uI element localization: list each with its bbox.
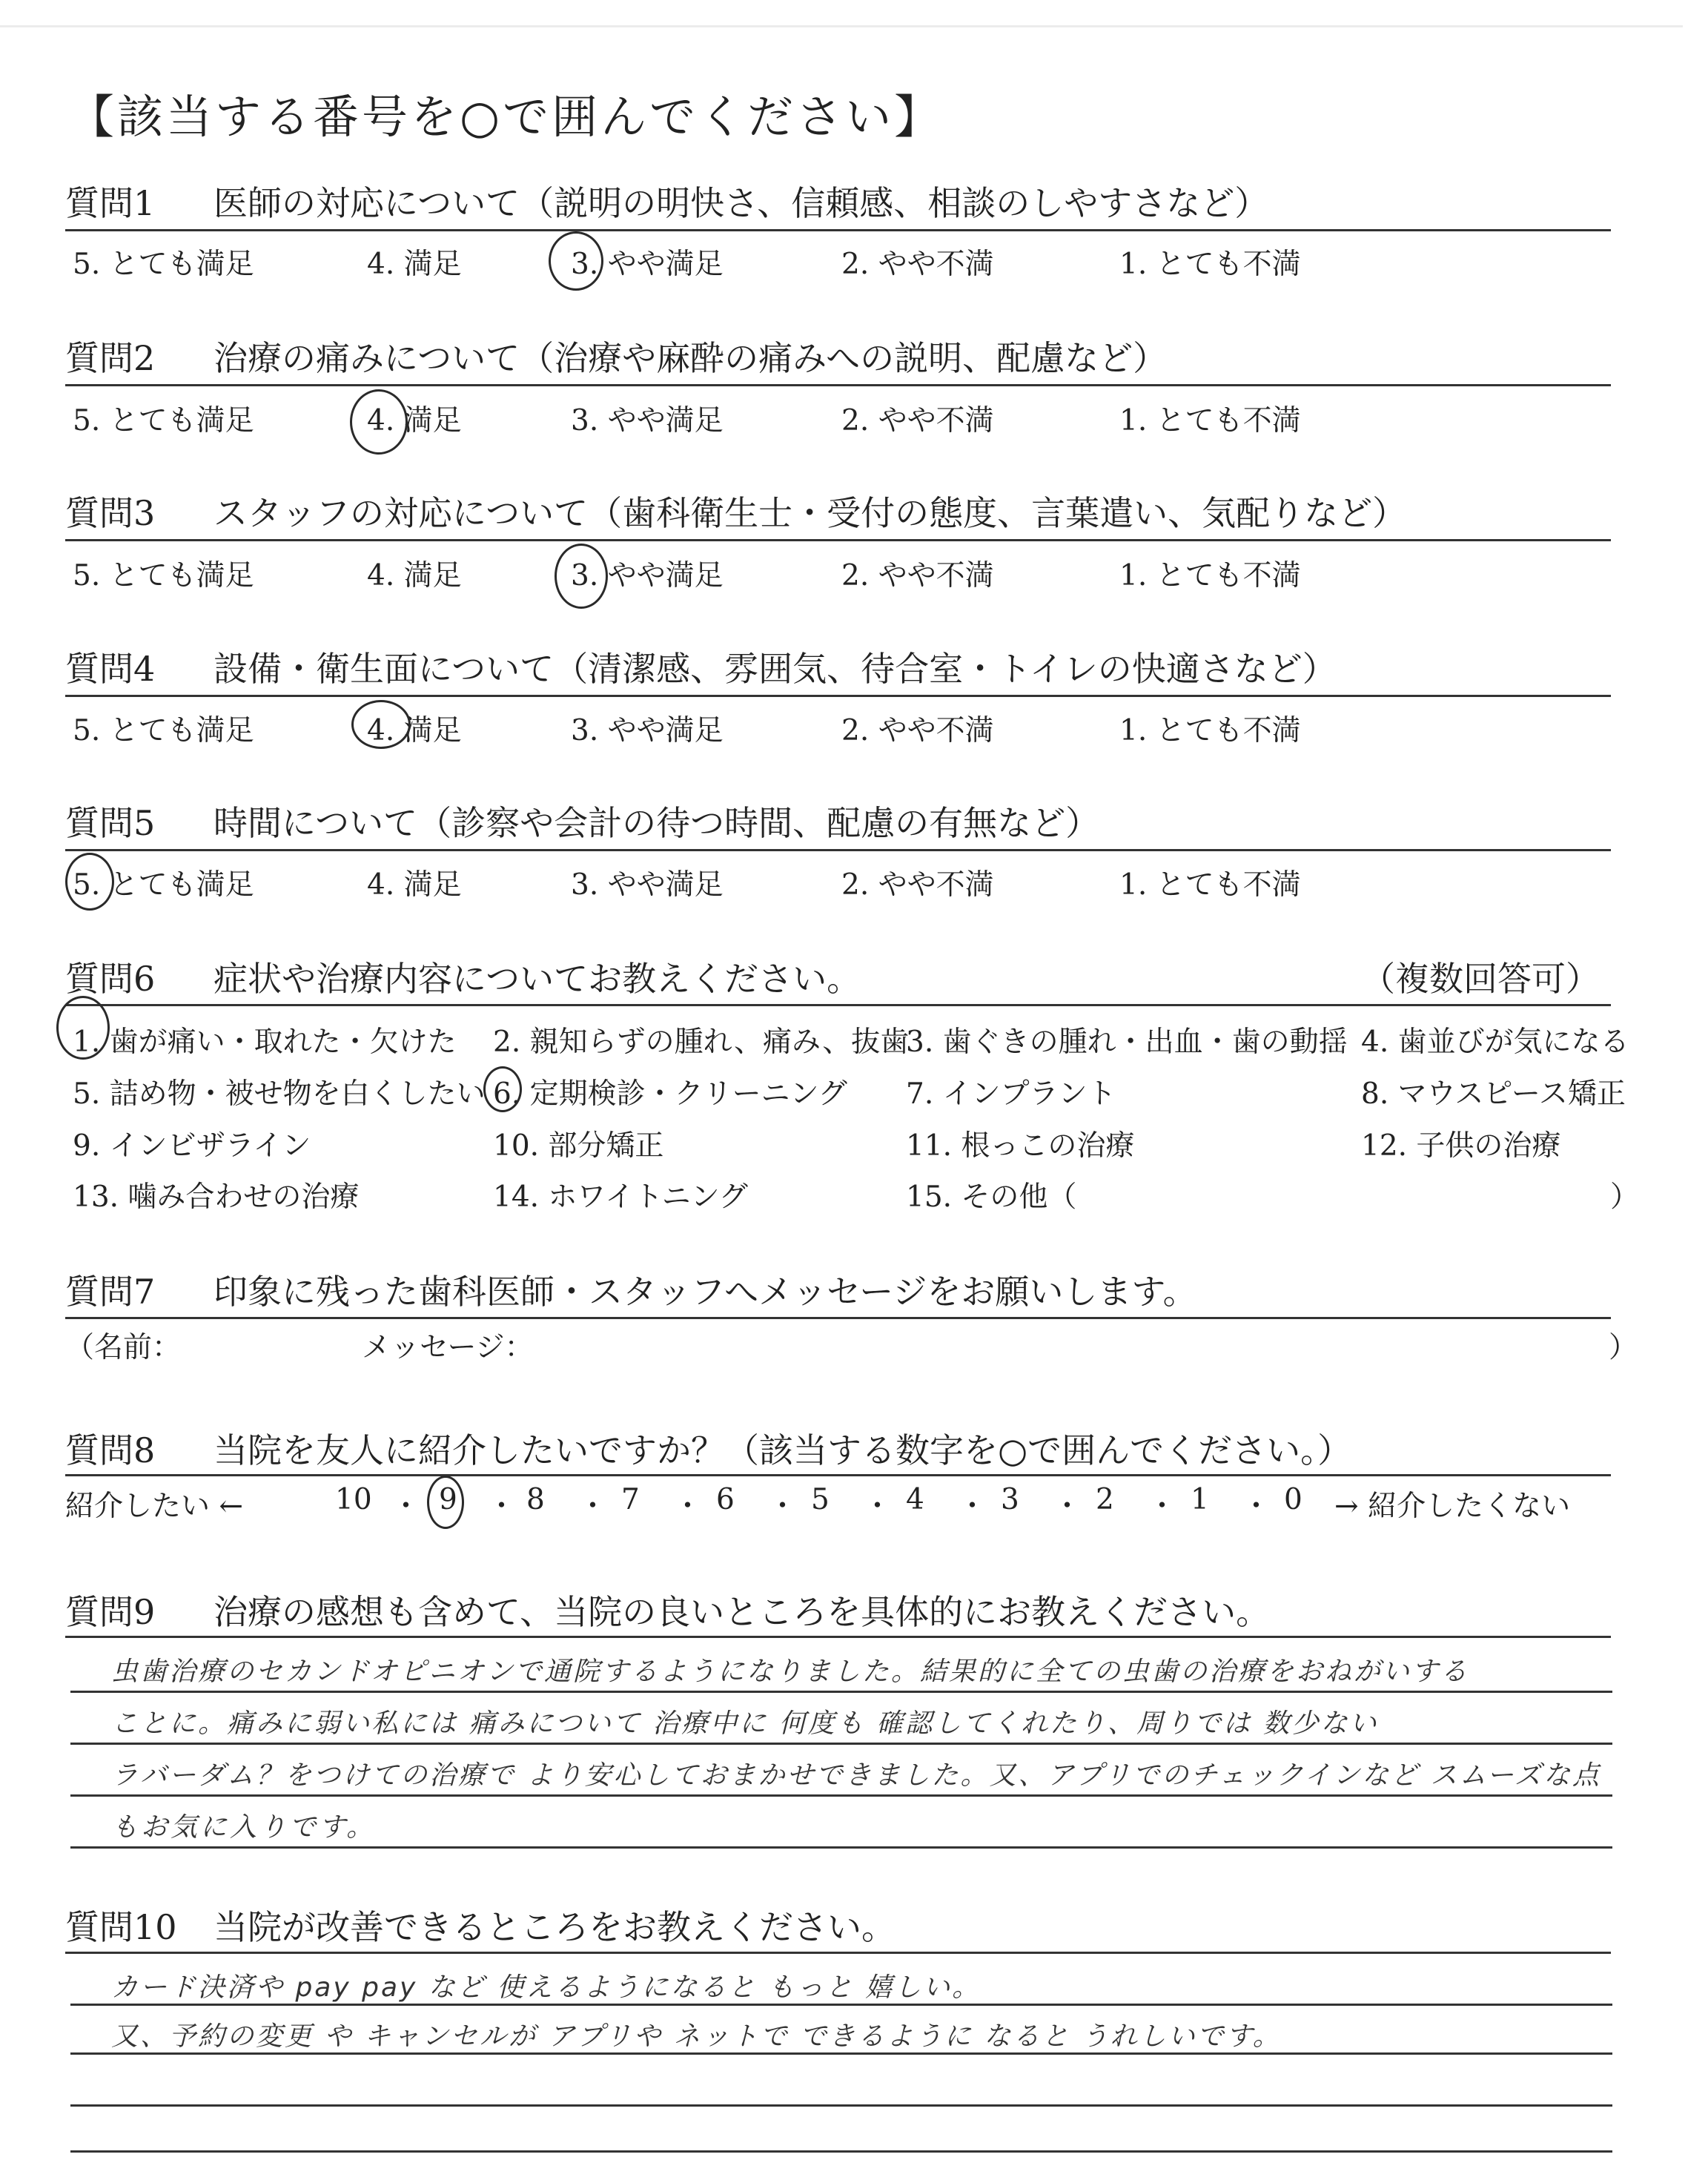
q9-answer-line-3: ラバーダム？をつけての治療で より安心しておまかせできました。又、アプリでのチェックインなど スムーズな点 [111,1760,1601,1791]
question-7-text: 印象に残った歯科医師・スタッフへメッセージをお願いします。 [214,1272,1197,1312]
q3-option-2[interactable]: 2. やや不満 [841,559,994,592]
q4-option-3[interactable]: 3. やや満足 [571,714,724,747]
question-5-number: 質問5 [65,803,156,843]
q2-option-5[interactable]: 5. とても満足 [73,404,254,437]
q6-option-3[interactable]: 3. 歯ぐきの腫れ・出血・歯の動揺 [906,1025,1348,1059]
q6-option-8[interactable]: 8. マウスピース矯正 [1361,1077,1626,1111]
question-2-number: 質問2 [65,338,156,378]
q10-answer-line-1: カード決済や pay pay など 使えるようになると もっと 嬉しい。 [111,1972,982,2003]
scale-separator: ・ [487,1490,517,1523]
message-label: メッセージ： [362,1331,534,1364]
scale-number-2[interactable]: 2 [1096,1483,1114,1516]
q6-option-7[interactable]: 7. インプラント [906,1077,1116,1111]
scale-number-1[interactable]: 1 [1191,1483,1209,1516]
multiple-answers-note: （複数回答可） [1361,959,1600,999]
name-label: （名前： [65,1331,182,1364]
recommend-right-label: → 紹介したくない [1334,1490,1571,1523]
q1-selected-circle [549,231,603,291]
q3-option-4[interactable]: 4. 満足 [367,559,462,592]
q6-option-4[interactable]: 4. 歯並びが気になる [1361,1025,1629,1059]
question-1-label [65,176,1268,225]
q5-option-4[interactable]: 4. 満足 [367,868,462,902]
q4-option-2[interactable]: 2. やや不満 [841,714,994,747]
question-3-underline [65,539,1611,541]
q2-option-2[interactable]: 2. やや不満 [841,404,994,437]
question-2-text: 治療の痛みについて（治療や麻酔の痛みへの説明、配慮など） [214,338,1168,378]
q10-writing-line-2 [70,2052,1612,2055]
question-8-text: 当院を友人に紹介したいですか？（該当する数字を○で囲んでください。） [214,1430,1352,1470]
question-4-underline [65,695,1611,697]
question-6-number: 質問6 [65,959,156,999]
q4-option-4[interactable]: 4. 満足 [367,714,462,747]
q4-option-5[interactable]: 5. とても満足 [73,714,254,747]
q10-answer-line-2: 又、予約の変更 や キャンセルが アプリや ネットで できるように なると うれしいです。 [111,2021,1282,2052]
q3-selected-circle [555,544,608,609]
scale-number-8[interactable]: 8 [526,1483,545,1516]
question-6-text: 症状や治療内容についてお教えください。 [214,959,861,999]
q6-option-14[interactable]: 14. ホワイトニング [493,1180,748,1214]
question-8-number: 質問8 [65,1430,156,1470]
q2-option-1[interactable]: 1. とても不満 [1119,404,1301,437]
question-10-number: 質問10 [65,1907,177,1947]
q5-option-2[interactable]: 2. やや不満 [841,868,994,902]
q6-option-13[interactable]: 13. 噛み合わせの治療 [73,1180,360,1214]
scale-separator: ・ [768,1490,798,1523]
question-7-number: 質問7 [65,1272,156,1312]
question-1-underline [65,229,1611,231]
question-3-text: スタッフの対応について（歯科衛生士・受付の態度、言葉遣い、気配りなど） [214,493,1407,533]
question-8-label [65,1424,1351,1473]
page-title: 【該当する番号を○で囲んでください】 [68,90,944,144]
question-7-underline [65,1317,1611,1319]
q4-option-1[interactable]: 1. とても不満 [1119,714,1301,747]
q6-option-2[interactable]: 2. 親知らずの腫れ、痛み、抜歯 [493,1025,910,1059]
recommend-left-label: 紹介したい ← [65,1490,244,1523]
q6-option-5[interactable]: 5. 詰め物・被せ物を白くしたい [73,1077,486,1111]
q1-option-3[interactable]: 3. やや満足 [571,248,724,281]
question-7-label [65,1265,1197,1314]
q6-option-15[interactable]: 15. その他（ [906,1180,1077,1214]
scale-separator: ・ [1148,1490,1177,1523]
scale-separator: ・ [578,1490,608,1523]
question-9-underline [65,1636,1611,1638]
question-4-text: 設備・衛生面について（清潔感、雰囲気、待合室・トイレの快適さなど） [214,649,1337,689]
scale-number-9[interactable]: 9 [439,1483,457,1516]
q5-option-5[interactable]: 5. とても満足 [73,868,254,902]
q6-selected-circle-1 [56,996,110,1060]
question-10-label [65,1900,896,1949]
q10-writing-line-1 [70,2004,1612,2006]
question-5-label [65,796,1099,845]
scale-separator: ・ [1242,1490,1271,1523]
q3-option-3[interactable]: 3. やや満足 [571,559,724,592]
q6-option-12[interactable]: 12. 子供の治療 [1361,1129,1561,1163]
scale-number-10[interactable]: 10 [335,1483,372,1516]
message-close-paren: ） [1609,1331,1638,1364]
q9-writing-line-4 [70,1846,1612,1849]
scale-number-3[interactable]: 3 [1001,1483,1019,1516]
question-4-label [65,642,1337,691]
question-9-label [65,1585,1270,1634]
q2-option-3[interactable]: 3. やや満足 [571,404,724,437]
q5-option-3[interactable]: 3. やや満足 [571,868,724,902]
q6-option-1[interactable]: 1. 歯が痛い・取れた・欠けた [73,1025,457,1059]
scale-separator: ・ [1053,1490,1082,1523]
question-10-underline [65,1952,1611,1954]
question-5-underline [65,849,1611,851]
q3-option-5[interactable]: 5. とても満足 [73,559,254,592]
q8-selected-circle [427,1476,464,1529]
question-4-number: 質問4 [65,649,156,689]
scale-number-0[interactable]: 0 [1284,1483,1302,1516]
q2-selected-circle [350,389,408,455]
scale-separator: ・ [863,1490,893,1523]
q10-writing-line-4 [70,2150,1612,2153]
q5-option-1[interactable]: 1. とても不満 [1119,868,1301,902]
scale-number-5[interactable]: 5 [811,1483,830,1516]
q9-writing-line-2 [70,1743,1612,1745]
q9-writing-line-1 [70,1691,1612,1693]
q9-answer-line-1: 虫歯治療のセカンドオピニオンで通院するようになりました。結果的に全ての虫歯の治療をおねがいする [111,1657,1469,1687]
question-2-underline [65,384,1611,386]
scale-number-4[interactable]: 4 [906,1483,924,1516]
question-6-label [65,952,861,1001]
scale-number-6[interactable]: 6 [716,1483,735,1516]
scale-separator: ・ [958,1490,987,1523]
question-3-label [65,486,1406,535]
q2-option-4[interactable]: 4. 満足 [367,404,462,437]
question-8-underline [65,1474,1611,1476]
question-6-underline [65,1004,1611,1006]
scan-edge-line [0,25,1683,27]
q1-option-4[interactable]: 4. 満足 [367,248,462,281]
q9-writing-line-3 [70,1794,1612,1797]
q9-answer-line-2: ことに。痛みに弱い私には 痛みについて 治療中に 何度も 確認してくれたり、周りでは 数少ない [111,1708,1379,1739]
question-10-text: 当院が改善できるところをお教えください。 [214,1907,896,1947]
question-1-number: 質問1 [65,183,156,223]
q1-option-1[interactable]: 1. とても不満 [1119,248,1301,281]
q6-option-9[interactable]: 9. インビザライン [73,1129,311,1163]
question-2-label [65,331,1167,380]
scale-separator: ・ [391,1490,421,1523]
scale-number-7[interactable]: 7 [621,1483,640,1516]
scale-separator: ・ [673,1490,703,1523]
q10-writing-line-3 [70,2104,1612,2107]
question-1-text: 医師の対応について（説明の明快さ、信頼感、相談のしやすさなど） [214,183,1269,223]
q1-option-5[interactable]: 5. とても満足 [73,248,254,281]
question-3-number: 質問3 [65,493,156,533]
question-9-text: 治療の感想も含めて、当院の良いところを具体的にお教えください。 [214,1592,1271,1632]
q6-option-6[interactable]: 6. 定期検診・クリーニング [493,1077,847,1111]
q3-option-1[interactable]: 1. とても不満 [1119,559,1301,592]
question-9-number: 質問9 [65,1592,156,1632]
q6-option-10[interactable]: 10. 部分矯正 [493,1129,664,1163]
question-5-text: 時間について（診察や会計の待つ時間、配慮の有無など） [214,803,1100,843]
q5-selected-circle [65,853,114,911]
q9-answer-line-4: もお気に入りです。 [111,1812,377,1843]
q6-selected-circle-6 [483,1066,522,1112]
q6-other-close-paren: ） [1610,1180,1640,1214]
q6-option-11[interactable]: 11. 根っこの治療 [906,1129,1135,1163]
q4-selected-circle [351,700,411,749]
q1-option-2[interactable]: 2. やや不満 [841,248,994,281]
